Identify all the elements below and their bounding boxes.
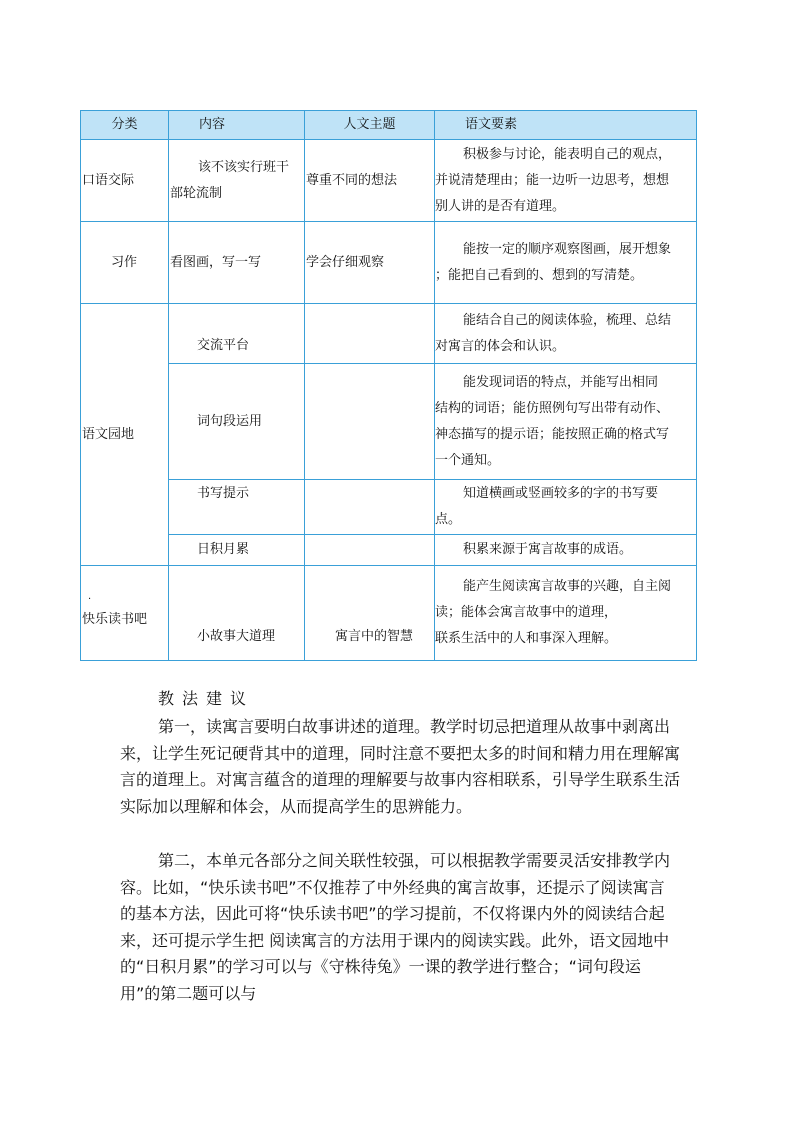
theme-cell: 寓言中的智慧 bbox=[305, 566, 435, 661]
table-row bbox=[81, 304, 697, 364]
theme-cell bbox=[305, 480, 435, 535]
requirement-line: ；能把自己看到的、想到的写清楚。 bbox=[435, 267, 644, 283]
table-row bbox=[81, 222, 697, 304]
theme-cell: 学会仔细观察 bbox=[305, 222, 435, 304]
requirement-line: 一个通知。 bbox=[435, 452, 501, 468]
body-paragraph: 第一，读寓言要明白故事讲述的道理。教学时切忌把道理从故事中剥离出来，让学生死记硬背其中的道理，同时注意不要把太多的时间和精力用在理解寓言的道理上。对寓言蕴含的道理的理解要与故事内容相联系，引导学生联系生活实际加以理解和体会，从而提高学生的思辨能力。 bbox=[120, 717, 681, 816]
requirement-cell bbox=[435, 535, 697, 566]
category-cell: 习作 bbox=[81, 222, 169, 304]
table-row bbox=[81, 140, 697, 222]
theme-cell bbox=[305, 535, 435, 566]
requirement-line: 能按一定的顺序观察图画，展开想象 bbox=[463, 241, 672, 257]
requirement-line: 结构的词语；能仿照例句写出带有动作、 bbox=[435, 400, 670, 416]
requirement-cell bbox=[435, 222, 697, 304]
requirement-line: 能发现词语的特点，并能写出相同 bbox=[463, 374, 659, 390]
requirement-line: 别人讲的是否有道理。 bbox=[435, 198, 566, 214]
requirement-line: 点。 bbox=[435, 512, 462, 527]
content-cell: 词句段运用 bbox=[169, 364, 305, 480]
requirement-line: 读；能体会寓言故事中的道理， bbox=[435, 605, 618, 620]
content-cell: 看图画，写一写 bbox=[169, 222, 305, 304]
requirement-line: 并说清楚理由；能一边听一边思考，想想 bbox=[435, 172, 670, 188]
content-line: 该不该实行班干 bbox=[198, 159, 290, 175]
section-heading: 教法建议 bbox=[158, 689, 255, 708]
content-cell: 交流平台 bbox=[169, 304, 305, 364]
requirement-line: 对寓言的体会和认识。 bbox=[435, 338, 566, 354]
requirement-cell bbox=[435, 304, 697, 364]
requirement-line: 积极参与讨论，能表明自己的观点， bbox=[463, 146, 672, 162]
requirement-cell bbox=[435, 480, 697, 535]
category-label: 快乐读书吧 bbox=[82, 612, 148, 627]
requirement-cell bbox=[435, 566, 697, 661]
requirement-cell bbox=[435, 140, 697, 222]
requirement-line: 联系生活中的人和事深入理解。 bbox=[435, 631, 618, 646]
category-cell bbox=[81, 566, 169, 661]
header-content: 内容 bbox=[169, 111, 305, 140]
header-requirements: 语文要素 bbox=[435, 111, 697, 140]
category-cell: 语文园地 bbox=[81, 304, 169, 566]
requirement-line: 能结合自己的阅读体验，梳理、总结 bbox=[463, 312, 672, 328]
header-theme: 人文主题 bbox=[305, 111, 435, 140]
table-row bbox=[81, 364, 697, 480]
content-line: 部轮流制 bbox=[170, 185, 223, 201]
requirement-line: 积累来源于寓言故事的成语。 bbox=[463, 542, 633, 557]
requirement-line: 能产生阅读寓言故事的兴趣，自主阅 bbox=[463, 579, 672, 594]
table-row bbox=[81, 566, 697, 661]
content-cell: 书写提示 bbox=[169, 480, 305, 535]
requirement-line: 神态描写的提示语；能按照正确的格式写 bbox=[435, 426, 670, 442]
content-cell bbox=[169, 140, 305, 222]
content-cell: 小故事大道理 bbox=[169, 566, 305, 661]
theme-cell bbox=[305, 304, 435, 364]
category-mark: · bbox=[88, 594, 92, 605]
requirement-line: 知道横画或竖画较多的字的书写要 bbox=[463, 486, 659, 501]
header-category: 分类 bbox=[81, 111, 169, 140]
theme-cell bbox=[305, 364, 435, 480]
body-paragraph: 第二，本单元各部分之间关联性较强，可以根据教学需要灵活安排教学内容。比如，“快乐读书吧”不仅推荐了中外经典的寓言故事，还提示了阅读寓言的基本方法，因此可将“快乐读书吧”的学习提前，不仅将课内外的阅读结合起来，还可提示学生把 阅读寓言的方法用于课内的阅读实践。此外，语文园地中的“日积月累”的学习可以与《守株待兔》一课的教学进行整合；“词句段运用”的第二题可以与 bbox=[120, 851, 671, 1003]
content-cell: 日积月累 bbox=[169, 535, 305, 566]
table-header-row bbox=[81, 111, 697, 140]
requirement-cell bbox=[435, 364, 697, 480]
unit-plan-table bbox=[80, 110, 697, 661]
table-row bbox=[81, 535, 697, 566]
category-cell: 口语交际 bbox=[81, 140, 169, 222]
table-row bbox=[81, 480, 697, 535]
theme-cell: 尊重不同的想法 bbox=[305, 140, 435, 222]
